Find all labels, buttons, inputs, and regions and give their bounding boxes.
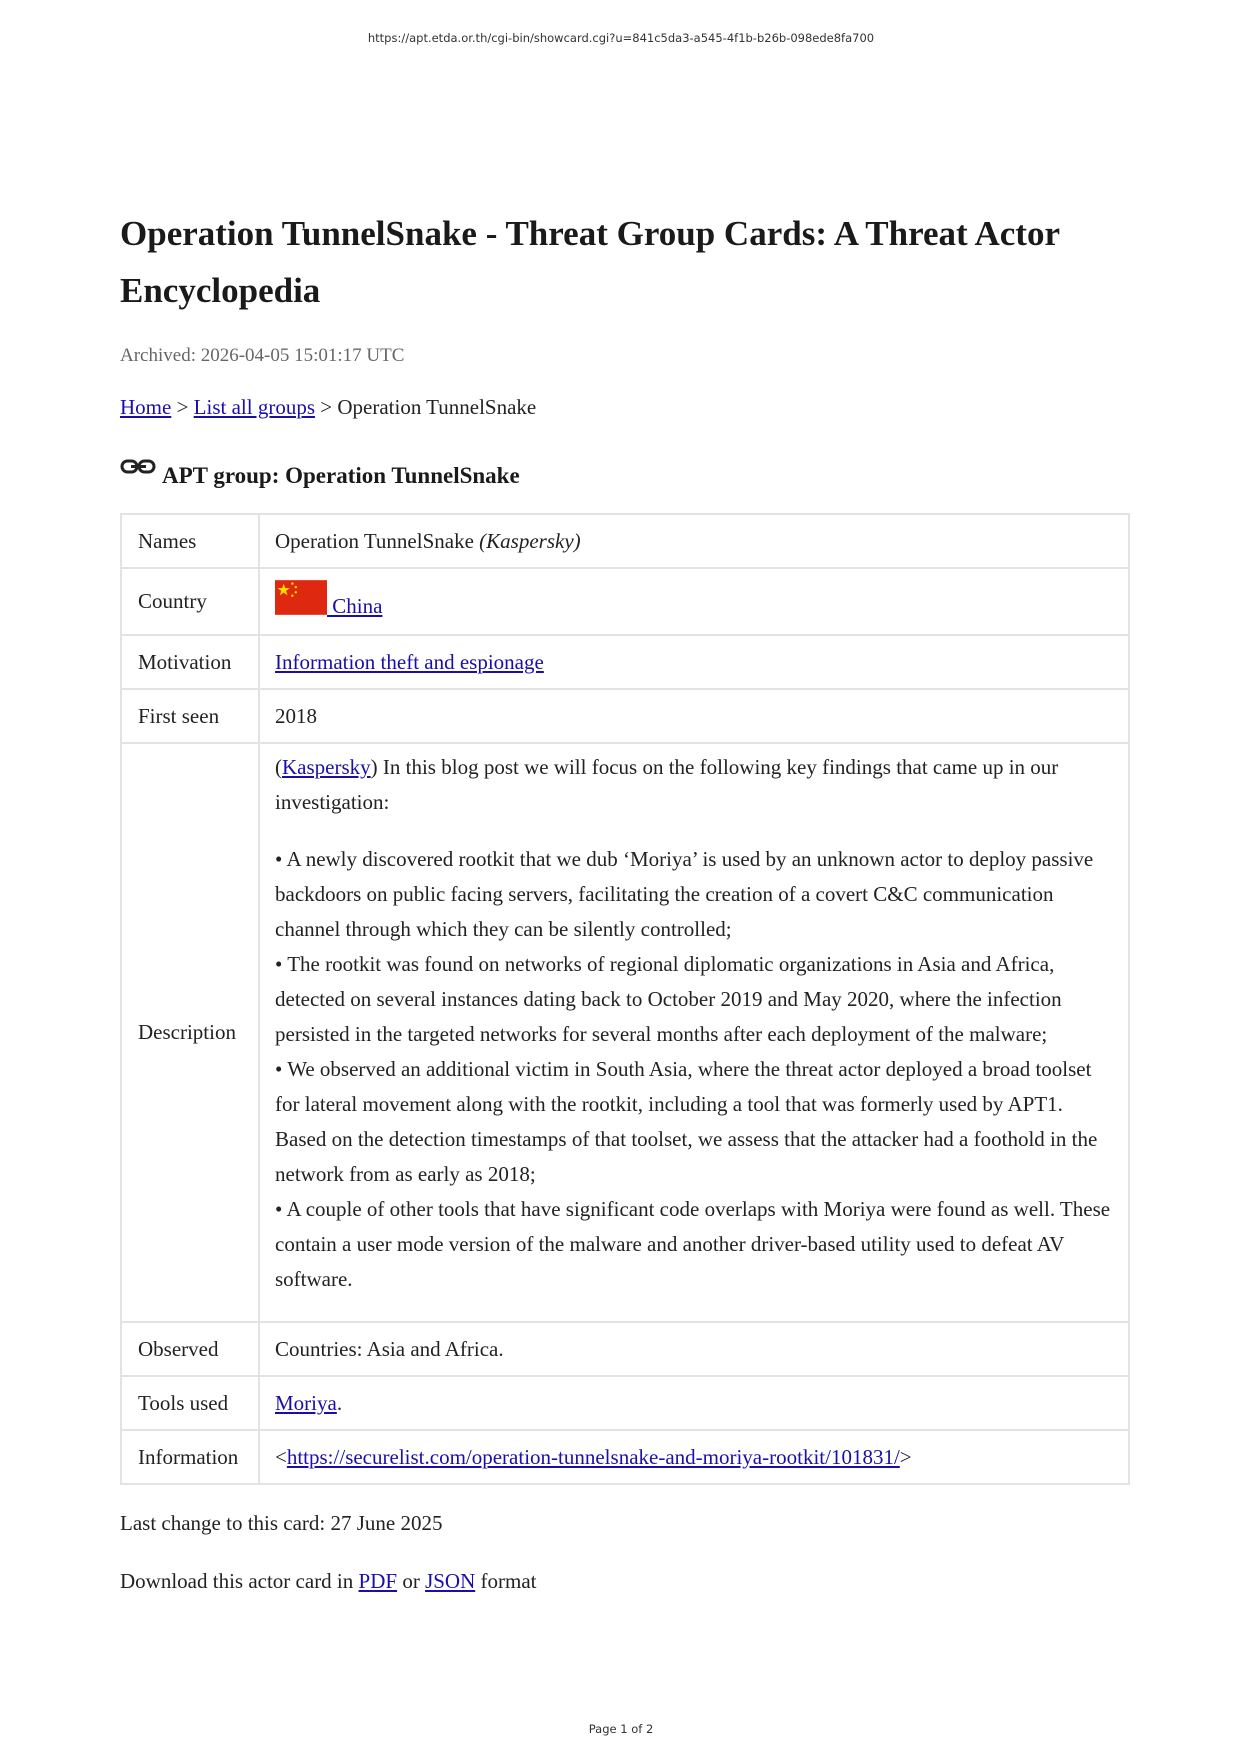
- breadcrumb-current: Operation TunnelSnake: [337, 395, 537, 419]
- table-row: [121, 635, 1129, 689]
- table-row: [121, 1376, 1129, 1430]
- description-bullets: [275, 842, 1112, 1297]
- description-intro: [275, 750, 1112, 820]
- section-heading: [120, 460, 1130, 492]
- row-value-information: [259, 1430, 1129, 1484]
- section-title: APT group: Operation TunnelSnake: [162, 463, 520, 488]
- country-link[interactable]: [275, 594, 382, 618]
- group-card-table: [120, 513, 1130, 1485]
- breadcrumb-home-link[interactable]: Home: [120, 395, 172, 419]
- description-source-link[interactable]: Kaspersky: [282, 755, 371, 779]
- page-number: Page 1 of 2: [588, 1722, 654, 1736]
- description-open-paren: (: [275, 755, 282, 779]
- row-value-country: [259, 568, 1129, 635]
- download-line: [120, 1568, 1130, 1594]
- row-label-description: Description: [121, 743, 259, 1322]
- row-label-information: Information: [121, 1430, 259, 1484]
- row-label-names: Names: [121, 514, 259, 568]
- motivation-link[interactable]: Information theft and espionage: [275, 649, 544, 674]
- breadcrumb-separator: >: [171, 395, 194, 419]
- name-source: (Kaspersky): [479, 528, 581, 553]
- archived-timestamp: Archived: 2026-04-05 15:01:17 UTC: [120, 345, 405, 366]
- list-item: • A newly discovered rootkit that we dub ‘Moriya’ is used by an unknown actor to deploy passive backdoors on public facing servers, facilitating the creation of a covert C&C communication channel through which they can be silently controlled;: [275, 847, 1094, 941]
- row-value-observed: Countries: Asia and Africa.: [259, 1322, 1129, 1376]
- main-content: [120, 205, 1130, 1594]
- page-title: Operation TunnelSnake - Threat Group Cards: A Threat Actor Encyclopedia: [120, 214, 1060, 310]
- json-download-link[interactable]: JSON: [425, 1569, 476, 1593]
- download-prefix: Download this actor card in: [120, 1569, 359, 1593]
- row-value-description: [259, 743, 1129, 1322]
- row-label-motivation: Motivation: [121, 635, 259, 689]
- row-value-motivation: [259, 635, 1129, 689]
- list-item: • The rootkit was found on networks of regional diplomatic organizations in Asia and Africa, detected on several instances dating back to October 2019 and May 2020, where the infection persisted in the targeted networks for several months after each deployment of the malware;: [275, 952, 1062, 1046]
- row-label-tools-used: Tools used: [121, 1376, 259, 1430]
- breadcrumb-list-groups-link[interactable]: List all groups: [193, 395, 315, 419]
- download-suffix: format: [475, 1569, 537, 1593]
- breadcrumb: [120, 394, 1130, 420]
- page-url-header: https://apt.etda.or.th/cgi-bin/showcard.cgi?u=841c5da3-a545-4f1b-b26b-098ede8fa700: [367, 31, 875, 45]
- country-name: China: [327, 593, 383, 618]
- row-value-tools-used: [259, 1376, 1129, 1430]
- list-item: • A couple of other tools that have significant code overlaps with Moriya were found as well. These contain a user mode version of the malware and another driver-based utility used to defeat AV software.: [275, 1197, 1111, 1291]
- row-value-first-seen: 2018: [259, 689, 1129, 743]
- china-flag-icon: [275, 580, 327, 615]
- description-intro-text: ) In this blog post we will focus on the following key findings that came up in our investigation:: [275, 755, 1059, 814]
- row-value-names: [259, 514, 1129, 568]
- information-link[interactable]: https://securelist.com/operation-tunnelsnake-and-moriya-rootkit/101831/: [286, 1444, 900, 1469]
- table-row: [121, 1430, 1129, 1484]
- link-icon[interactable]: [120, 456, 158, 478]
- group-name: Operation TunnelSnake: [275, 528, 480, 553]
- row-label-country: Country: [121, 568, 259, 635]
- pdf-download-link[interactable]: PDF: [358, 1569, 398, 1593]
- table-row: [121, 1322, 1129, 1376]
- tools-suffix: .: [336, 1390, 343, 1415]
- download-or: or: [397, 1569, 426, 1593]
- table-row: [121, 514, 1129, 568]
- table-row: [121, 743, 1129, 1322]
- info-prefix: <: [275, 1444, 287, 1469]
- list-item: • We observed an additional victim in South Asia, where the threat actor deployed a broad toolset for lateral movement along with the rootkit, including a tool that was formerly used by APT1. Based on the detection timestamps of that toolset, we assess that the attacker had a foothold in the network from as early as 2018;: [275, 1057, 1098, 1186]
- last-change-text: Last change to this card: 27 June 2025: [120, 1511, 443, 1535]
- table-row: [121, 689, 1129, 743]
- info-suffix: >: [899, 1444, 912, 1469]
- tool-link-moriya[interactable]: Moriya: [275, 1390, 337, 1415]
- row-label-observed: Observed: [121, 1322, 259, 1376]
- breadcrumb-separator: >: [315, 395, 338, 419]
- row-label-first-seen: First seen: [121, 689, 259, 743]
- table-row: [121, 568, 1129, 635]
